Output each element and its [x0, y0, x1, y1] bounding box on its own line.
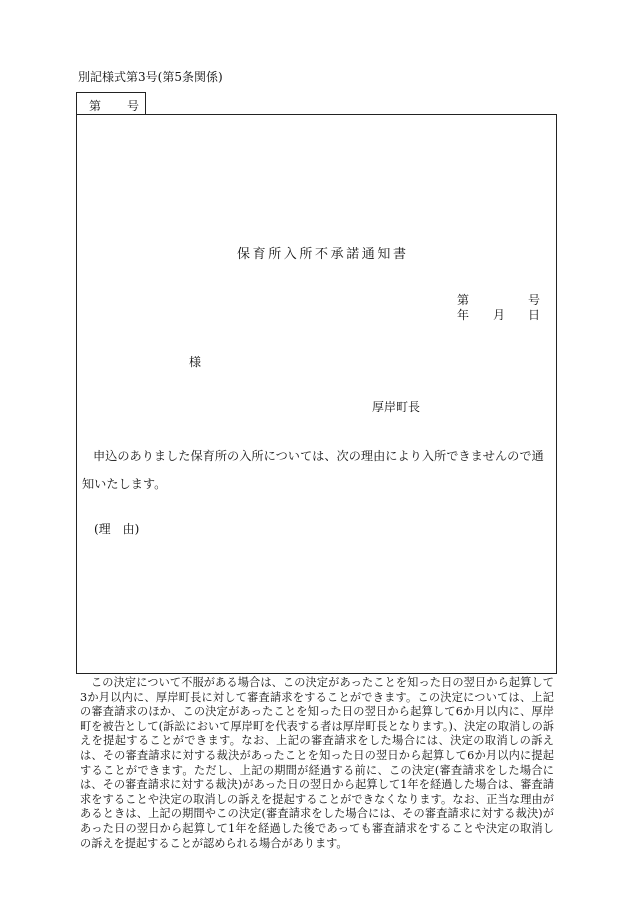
date-month: 月 — [493, 308, 506, 322]
document-title: 保育所入所不承諾通知書 — [237, 247, 409, 262]
number-tab — [76, 92, 146, 114]
date-day: 日 — [528, 308, 541, 322]
notification-body: 申込のありました保育所の入所については、次の理由により入所できませんので通知いたします。 — [82, 449, 544, 491]
date-year: 年 — [457, 308, 470, 322]
appeal-notice: この決定について不服がある場合は、この決定があったことを知った日の翌日から起算して3か月以内に、厚岸町長に対して審査請求をすることができます。この決定については、上記の審査請求のほか、この決定があったことを知った日の翌日から起算して6か月以内に、厚岸町を被告として(訴訟において厚岸町を代表する者は厚岸町長となります。)、決定の取消しの訴えを提起することができます。なお、上記の審査請求をした場合には、決定の取消しの訴えは、その審査請求に対する裁決があったことを知った日の翌日から起算して6か月以内に提起することができます。ただし、上記の期間が経過する前に、この決定(審査請求をした場合には、その審査請求に対する裁決)があった日の翌日から起算して1年を経過した場合は、審査請求をすることや決定の取消しの訴えを提起することができなくなります。なお、正当な理由があるときは、上記の期間やこの決定(審査請求をした場合には、その審査請求に対する裁決)があった日の翌日から起算して1年を経過した後であっても審査請求をすることや決定の取消しの訴えを提起することが認められる場合があります。 — [80, 676, 554, 850]
form-heading: 別記様式第3号(第5条関係) — [78, 70, 223, 84]
number-tab-prefix: 第 — [89, 99, 102, 113]
reason-label: (理 由) — [94, 522, 140, 536]
addressee-suffix: 様 — [189, 355, 202, 369]
number-tab-suffix: 号 — [127, 99, 140, 113]
doc-number-suffix: 号 — [528, 293, 541, 307]
sender-name: 厚岸町長 — [372, 400, 421, 414]
doc-number-prefix: 第 — [457, 293, 470, 307]
form-frame — [76, 114, 557, 674]
